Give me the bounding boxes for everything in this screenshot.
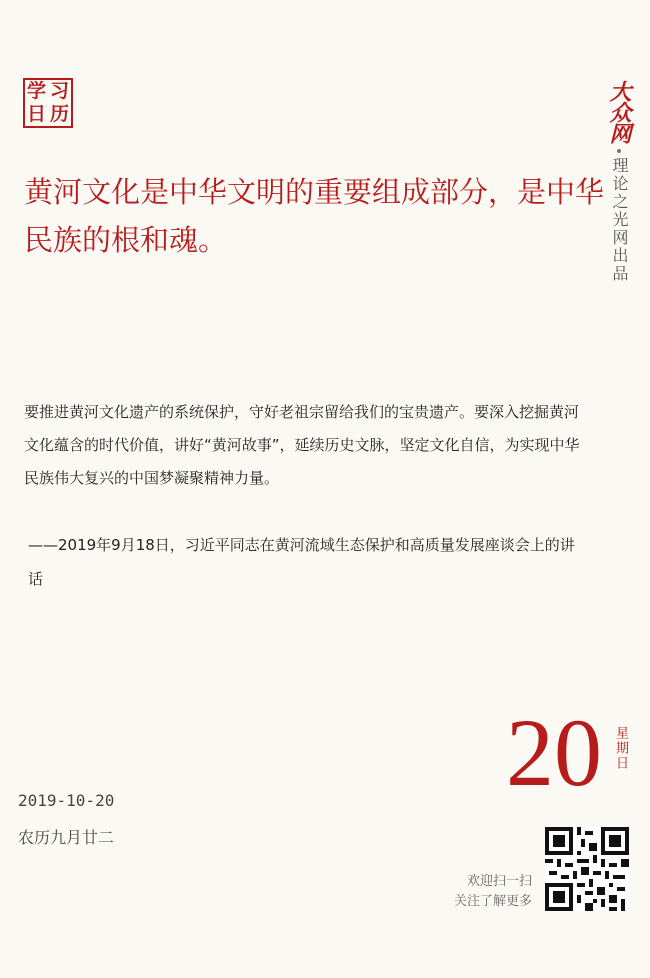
quote-text: 要推进黄河文化遗产的系统保护，守好老祖宗留给我们的宝贵遗产。要深入挖掘黄河文化蕴含的时代价值，讲好“黄河故事”，延续历史文脉，坚定文化自信，为实现中华民族伟大复兴的中国梦凝聚精神力量。 bbox=[24, 403, 580, 487]
weekday: 星期日 bbox=[613, 726, 628, 771]
dazhong-logo: 大众网 bbox=[606, 80, 632, 143]
headline: 黄河文化是中华文明的重要组成部分，是中华民族的根和魂。 bbox=[24, 175, 605, 257]
scan-prompt bbox=[454, 872, 532, 912]
quote-source: ——2019年9月18日，习近平同志在黄河流域生态保护和高质量发展座谈会上的讲话 bbox=[28, 536, 575, 588]
stamp-char: 习 bbox=[49, 80, 69, 102]
stamp-char: 日 bbox=[26, 103, 46, 125]
day-number: 20 bbox=[506, 699, 602, 806]
xuexi-rili-stamp bbox=[23, 78, 73, 128]
stamp-char: 学 bbox=[26, 80, 46, 102]
brand-credit: 理论之光网出品 bbox=[610, 157, 629, 283]
scan-line-1: 欢迎扫一扫 bbox=[466, 874, 532, 889]
lunar-date: 农历九月廿二 bbox=[18, 828, 115, 847]
stamp-char: 历 bbox=[49, 103, 69, 125]
qr-code-icon[interactable] bbox=[545, 827, 629, 911]
gregorian-date: 2019-10-20 bbox=[18, 791, 115, 810]
separator-dot bbox=[617, 149, 621, 153]
scan-line-2: 关注了解更多 bbox=[453, 894, 532, 909]
brand-vertical bbox=[602, 80, 636, 283]
